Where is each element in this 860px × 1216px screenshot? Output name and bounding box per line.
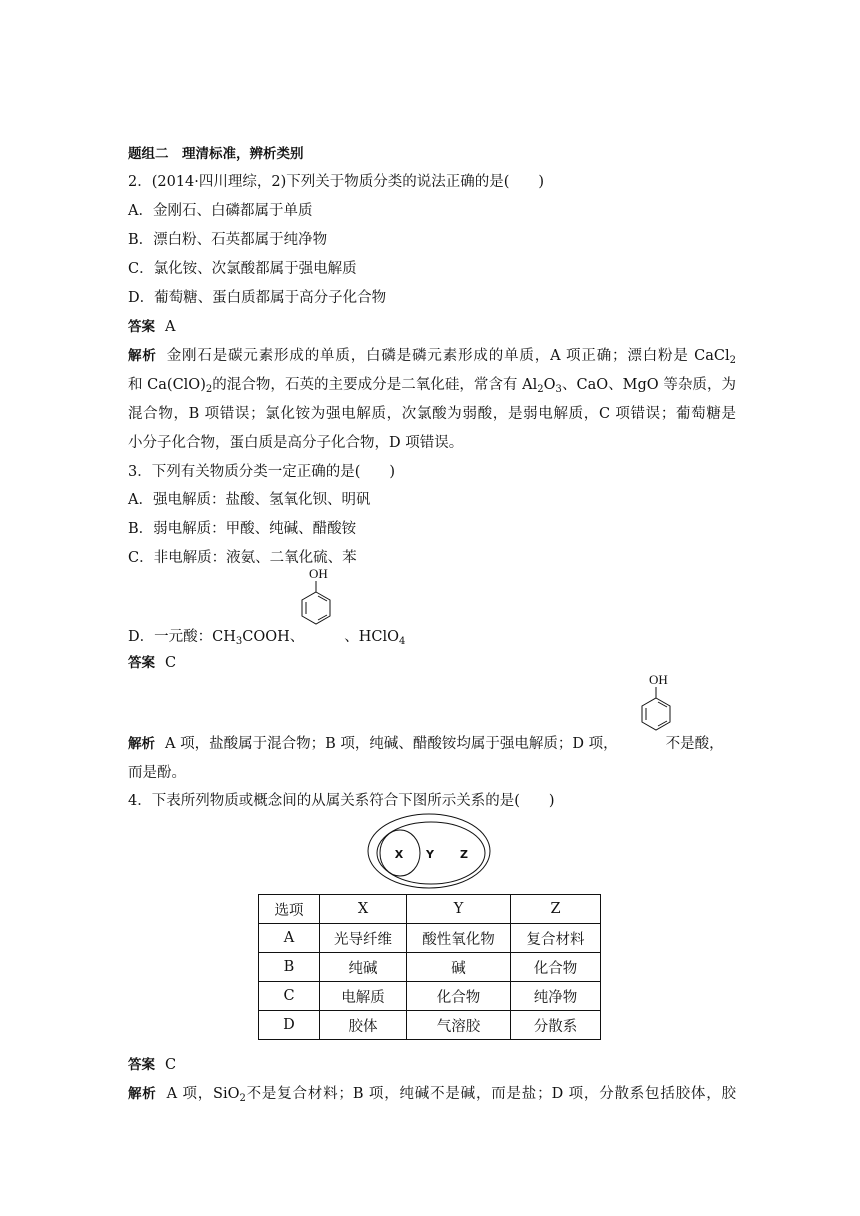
answer-value: C (165, 655, 177, 671)
subscript: 3 (235, 636, 243, 647)
venn-label-z: Z (460, 848, 468, 861)
hydroxyl-label: OH (309, 566, 328, 581)
venn-label-x: X (394, 848, 404, 861)
q2-answer (128, 317, 175, 337)
q3-answer (128, 653, 176, 673)
analysis-text: A 项，盐酸属于混合物；B 项，纯碱、醋酸铵均属于强电解质；D 项， (165, 736, 618, 752)
venn-label-y: Y (426, 848, 434, 861)
subscript: 2 (537, 384, 544, 395)
table-row (259, 924, 601, 953)
options-table (258, 894, 601, 1040)
option-text: COOH、 (242, 629, 305, 645)
table-header-cell: 选项 (259, 895, 320, 924)
table-cell: B (259, 953, 320, 982)
q2-analysis-line-3: 混合物，B 项错误；氯化铵为强电解质，次氯酸为弱酸，是弱电解质，C 项错误；葡萄糖是 (128, 406, 736, 422)
hydroxyl-label: OH (649, 672, 668, 687)
subscript: 2 (205, 384, 213, 395)
table-cell: 光导纤维 (320, 924, 407, 953)
table-cell: 气溶胶 (407, 1011, 511, 1040)
q2-option-b: B．漂白粉、石英都属于纯净物 (128, 232, 328, 248)
table-header-cell: X (320, 895, 407, 924)
analysis-text: 金刚石是碳元素形成的单质，白磷是磷元素形成的单质，A 项正确；漂白粉是 CaCl (166, 348, 730, 364)
q3-analysis-line-2: 而是酚。 (128, 765, 186, 781)
q2-analysis-line-1 (128, 346, 736, 366)
subscript: 2 (729, 355, 737, 366)
analysis-text: 不是酸， (665, 736, 724, 752)
table-header-cell: Z (511, 895, 601, 924)
q3-option-d (128, 627, 405, 647)
table-cell: 胶体 (320, 1011, 407, 1040)
q2-analysis-line-2 (128, 375, 736, 395)
table-header-cell: Y (407, 895, 511, 924)
q3-stem: 3．下列有关物质分类一定正确的是( ) (128, 464, 396, 480)
table-cell: 酸性氧化物 (407, 924, 511, 953)
venn-diagram (366, 812, 492, 890)
phenol-structure-icon (634, 672, 680, 748)
table-cell: 化合物 (511, 953, 601, 982)
q4-stem: 4．下表所列物质或概念间的从属关系符合下图所示关系的是( ) (128, 793, 555, 809)
q4-analysis-line-1 (128, 1084, 736, 1104)
table-cell: 电解质 (320, 982, 407, 1011)
analysis-label: 解析 (128, 1086, 157, 1102)
answer-label: 答案 (128, 655, 155, 671)
subscript: 4 (399, 636, 406, 647)
q3-option-c: C．非电解质：液氨、二氧化硫、苯 (128, 550, 357, 566)
table-cell: C (259, 982, 320, 1011)
q2-analysis-line-4: 小分子化合物，蛋白质是高分子化合物，D 项错误。 (128, 435, 464, 451)
table-cell: 纯净物 (511, 982, 601, 1011)
analysis-text: A 项，SiO (166, 1086, 240, 1102)
q3-option-b: B．弱电解质：甲酸、纯碱、醋酸铵 (128, 521, 357, 537)
subscript: 3 (555, 384, 562, 395)
analysis-text: 不是复合材料；B 项，纯碱不是碱，而是盐；D 项，分散系包括胶体，胶 (245, 1086, 736, 1102)
answer-label: 答案 (128, 319, 155, 335)
analysis-text: 和 Ca(ClO) (128, 377, 206, 393)
q2-option-a: A．金刚石、白磷都属于单质 (128, 203, 313, 219)
table-row (259, 953, 601, 982)
table-cell: 纯碱 (320, 953, 407, 982)
option-text: D．一元酸：CH (128, 629, 236, 645)
q3-option-a: A．强电解质：盐酸、氢氧化钡、明矾 (128, 492, 371, 508)
q2-option-c: C．氯化铵、次氯酸都属于强电解质 (128, 261, 357, 277)
analysis-text: O (543, 377, 556, 393)
table-row (259, 982, 601, 1011)
subscript: 2 (239, 1093, 246, 1104)
table-cell: D (259, 1011, 320, 1040)
analysis-label: 解析 (128, 736, 155, 752)
table-cell: A (259, 924, 320, 953)
analysis-label: 解析 (128, 348, 157, 364)
analysis-text: 、CaO、MgO 等杂质，为 (561, 377, 736, 393)
table-cell: 复合材料 (511, 924, 601, 953)
q2-option-d: D．葡萄糖、蛋白质都属于高分子化合物 (128, 290, 387, 306)
answer-value: A (165, 319, 176, 335)
answer-value: C (165, 1057, 177, 1073)
q2-stem: 2．(2014·四川理综，2)下列关于物质分类的说法正确的是( ) (128, 174, 545, 190)
option-text: 、HClO (344, 629, 400, 645)
analysis-text: 的混合物，石英的主要成分是二氧化硅，常含有 Al (212, 377, 538, 393)
table-row (259, 1011, 601, 1040)
table-cell: 分散系 (511, 1011, 601, 1040)
answer-label: 答案 (128, 1057, 155, 1073)
q4-answer (128, 1055, 176, 1075)
phenol-structure-icon (294, 566, 340, 642)
table-cell: 化合物 (407, 982, 511, 1011)
section-title: 题组二 理清标准，辨析类别 (128, 146, 304, 162)
table-cell: 碱 (407, 953, 511, 982)
table-header-row (259, 895, 601, 924)
